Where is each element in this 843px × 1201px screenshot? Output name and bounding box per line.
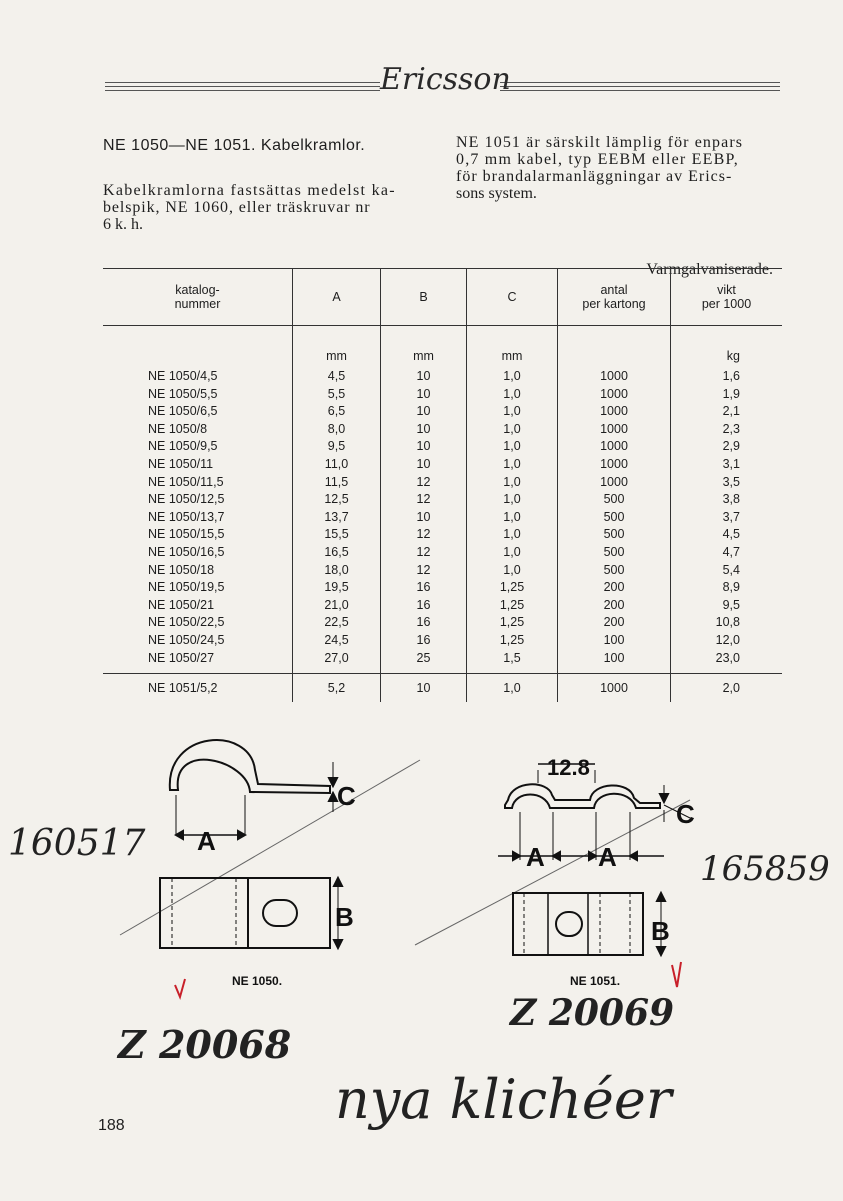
cell-c: 1,0 [467, 526, 558, 544]
cell-b: 10 [381, 386, 467, 404]
cell-antal: 200 [558, 597, 671, 615]
unit-b: mm [381, 326, 467, 369]
cell-b: 12 [381, 544, 467, 562]
cell-a: 12,5 [293, 491, 381, 509]
clamp-side-view-left [170, 740, 337, 839]
cell-antal: 1000 [558, 386, 671, 404]
cell-katalog: NE 1050/24,5 [148, 632, 225, 647]
left-caption: NE 1050. [232, 974, 283, 988]
cell-a: 11,5 [293, 474, 381, 492]
cell-b: 16 [381, 632, 467, 650]
cell-vikt: 9,5 [671, 597, 783, 615]
intro-line: belspik, NE 1060, eller träskruvar nr [103, 199, 371, 216]
cell-c: 1,0 [467, 386, 558, 404]
cell-katalog: NE 1050/9,5 [148, 439, 218, 454]
right-label-a1: A [526, 842, 545, 872]
cell-antal: 1000 [558, 474, 671, 492]
cell-antal: 1000 [558, 368, 671, 386]
cell-katalog: NE 1050/22,5 [148, 615, 225, 630]
cell-b: 12 [381, 491, 467, 509]
cell-katalog: NE 1050/6,5 [148, 404, 218, 419]
unit-c: mm [467, 326, 558, 369]
check-mark-left-icon [175, 979, 185, 997]
cell-vikt: 12,0 [671, 632, 783, 650]
cell-vikt: 3,8 [671, 491, 783, 509]
note-line: sons system. [456, 185, 537, 202]
cell-a: 13,7 [293, 509, 381, 527]
hand-number-left: 160517 [8, 823, 146, 864]
cell-c: 1,0 [467, 403, 558, 421]
unit-vikt: kg [671, 326, 783, 369]
clamp-plan-view-left [160, 878, 342, 948]
cell-katalog: NE 1050/27 [148, 650, 215, 665]
cell-vikt: 2,9 [671, 438, 783, 456]
cell-antal: 1000 [558, 456, 671, 474]
cell-antal: 200 [558, 579, 671, 597]
cell-c: 1,25 [467, 597, 558, 615]
cell-c: 1,0 [467, 544, 558, 562]
col-katalog: katalog- nummer [103, 269, 293, 326]
section-title: NE 1050—NE 1051. Kabelkramlor. [103, 137, 366, 154]
col-antal: antal per kartong [558, 269, 671, 326]
col-vikt: vikt per 1000 [671, 269, 783, 326]
cell-vikt: 4,7 [671, 544, 783, 562]
note-line: 0,7 mm kabel, typ EEBM eller EEBP, [456, 151, 739, 168]
logo-text: Ericsson [380, 62, 511, 97]
pencil-line-left [120, 760, 420, 935]
cell-antal: 100 [558, 632, 671, 650]
cell-antal: 100 [558, 650, 671, 668]
cell-c: 1,0 [467, 509, 558, 527]
cell-katalog: NE 1050/11 [148, 456, 214, 471]
check-mark-right-icon [672, 962, 681, 987]
cell-a: 21,0 [293, 597, 381, 615]
cell-vikt: 3,1 [671, 456, 783, 474]
cell-katalog: NE 1050/13,7 [148, 509, 225, 524]
right-label-a2: A [598, 842, 617, 872]
cell-katalog: NE 1050/18 [148, 562, 215, 577]
cell-b: 16 [381, 579, 467, 597]
cell-b: 10 [381, 438, 467, 456]
cell-katalog: NE 1050/12,5 [148, 492, 225, 507]
cell-c: 1,0 [467, 674, 558, 703]
cell-c: 1,25 [467, 579, 558, 597]
cell-vikt: 8,9 [671, 579, 783, 597]
cell-a: 9,5 [293, 438, 381, 456]
cell-a: 6,5 [293, 403, 381, 421]
left-label-b: B [335, 902, 354, 932]
cell-vikt: 3,5 [671, 474, 783, 492]
cell-katalog: NE 1050/16,5 [148, 544, 225, 559]
cell-vikt: 1,6 [671, 368, 783, 386]
cell-b: 12 [381, 526, 467, 544]
cell-antal: 1000 [558, 674, 671, 703]
cell-c: 1,0 [467, 421, 558, 439]
cell-vikt: 3,7 [671, 509, 783, 527]
hand-code-right: Z 20069 [510, 992, 675, 1034]
cell-a: 24,5 [293, 632, 381, 650]
cell-vikt: 10,8 [671, 614, 783, 632]
cell-b: 10 [381, 421, 467, 439]
left-label-a: A [197, 826, 216, 856]
cell-vikt: 4,5 [671, 526, 783, 544]
cell-katalog: NE 1050/21 [148, 597, 215, 612]
cell-c: 1,0 [467, 562, 558, 580]
cell-antal: 1000 [558, 438, 671, 456]
clamp-plan-view-right [513, 893, 665, 955]
cell-vikt: 1,9 [671, 386, 783, 404]
col-c: C [467, 269, 558, 326]
col-b: B [381, 269, 467, 326]
cell-antal: 500 [558, 562, 671, 580]
cell-a: 27,0 [293, 650, 381, 668]
cell-antal: 1000 [558, 421, 671, 439]
cell-katalog: NE 1050/15,5 [148, 527, 225, 542]
page-number: 188 [98, 1117, 125, 1134]
cell-a: 22,5 [293, 614, 381, 632]
intro-line: 6 k. h. [103, 216, 143, 233]
cell-c: 1,0 [467, 456, 558, 474]
cell-b: 10 [381, 403, 467, 421]
cell-b: 16 [381, 614, 467, 632]
cell-vikt: 5,4 [671, 562, 783, 580]
cell-c: 1,25 [467, 614, 558, 632]
cell-antal: 500 [558, 544, 671, 562]
intro-line: Kabelkramlorna fastsättas medelst ka‑ [103, 182, 396, 199]
cell-a: 19,5 [293, 579, 381, 597]
cell-b: 16 [381, 597, 467, 615]
note-line: NE 1051 är särskilt lämplig för enpars [456, 134, 744, 151]
cell-antal: 200 [558, 614, 671, 632]
cell-a: 11,0 [293, 456, 381, 474]
cell-katalog: NE 1050/4,5 [148, 369, 218, 383]
cell-vikt: 2,1 [671, 403, 783, 421]
cell-b: 10 [381, 368, 467, 386]
cell-b: 12 [381, 562, 467, 580]
cell-vikt: 2,0 [671, 674, 783, 703]
cell-antal: 500 [558, 509, 671, 527]
cell-b: 10 [381, 509, 467, 527]
cell-a: 5,5 [293, 386, 381, 404]
note-line: för brandalarmanläggningar av Erics‑ [456, 168, 733, 185]
hand-note: nya klichéer [335, 1068, 672, 1131]
cell-katalog: NE 1050/11,5 [148, 474, 224, 489]
cell-antal: 500 [558, 491, 671, 509]
col-a: A [293, 269, 381, 326]
cell-a: 15,5 [293, 526, 381, 544]
right-label-b: B [651, 916, 670, 946]
cell-c: 1,0 [467, 491, 558, 509]
cell-c: 1,0 [467, 368, 558, 386]
cell-katalog: NE 1050/5,5 [148, 386, 218, 401]
cell-c: 1,25 [467, 632, 558, 650]
cell-vikt: 2,3 [671, 421, 783, 439]
right-label-c: C [676, 799, 695, 829]
finish-note: Varmgalvaniserade. [646, 261, 773, 278]
left-label-c: C [337, 781, 356, 811]
cell-katalog: NE 1050/19,5 [148, 580, 225, 595]
cell-a: 18,0 [293, 562, 381, 580]
cell-c: 1,5 [467, 650, 558, 668]
cell-a: 5,2 [293, 674, 381, 703]
cell-katalog: NE 1050/8 [148, 421, 208, 436]
cell-b: 10 [381, 674, 467, 703]
right-dimension: 12.8 [547, 755, 590, 780]
cell-antal: 500 [558, 526, 671, 544]
cell-katalog: NE 1051/5,2 [103, 674, 293, 703]
cell-b: 25 [381, 650, 467, 668]
cell-b: 12 [381, 474, 467, 492]
cell-a: 4,5 [293, 368, 381, 386]
unit-a: mm [293, 326, 381, 369]
cell-c: 1,0 [467, 438, 558, 456]
cell-vikt: 23,0 [671, 650, 783, 668]
cell-a: 16,5 [293, 544, 381, 562]
cell-c: 1,0 [467, 474, 558, 492]
hand-number-right: 165859 [700, 849, 830, 889]
hand-code-left: Z 20068 [118, 1022, 292, 1067]
cell-b: 10 [381, 456, 467, 474]
cell-antal: 1000 [558, 403, 671, 421]
cell-a: 8,0 [293, 421, 381, 439]
right-caption: NE 1051. [570, 974, 621, 988]
